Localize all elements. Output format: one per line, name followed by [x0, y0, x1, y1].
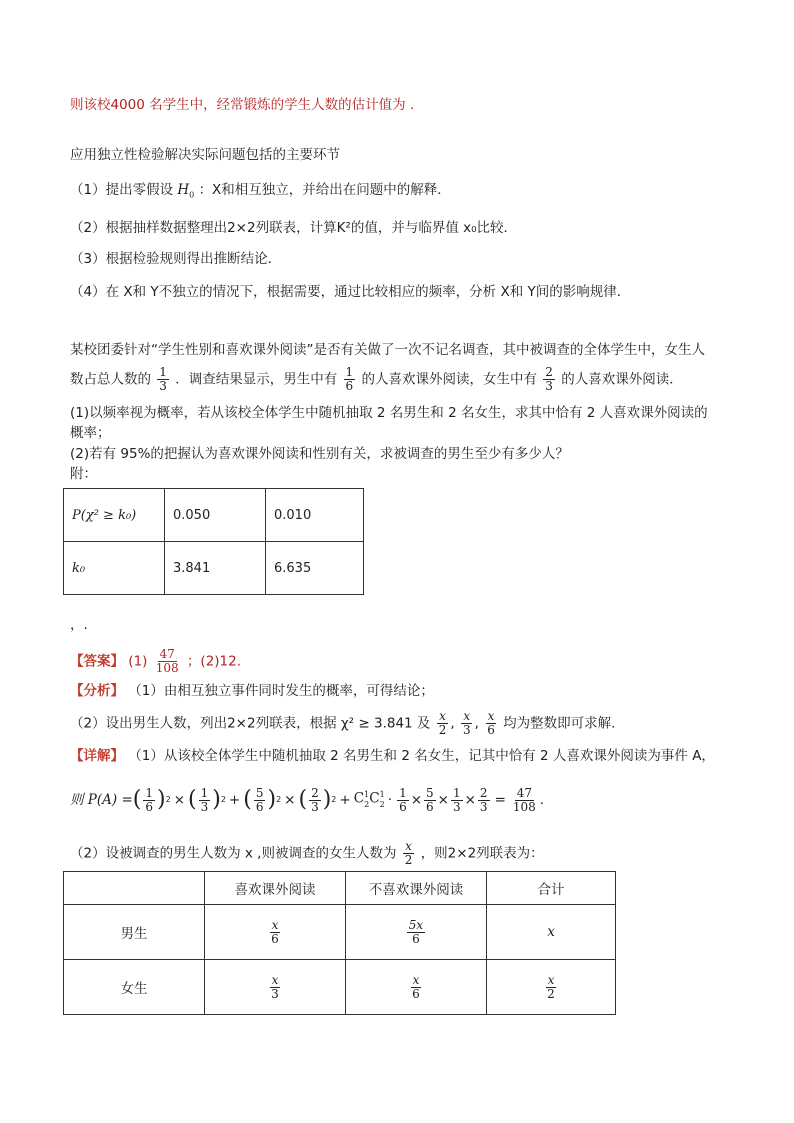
step-1-text-a: （1）提出零假设: [70, 182, 174, 198]
table-row: [64, 489, 364, 542]
answer-fraction: $\frac{47}{108}$: [155, 647, 179, 675]
problem-text-d: 的人喜欢课外阅读．: [561, 371, 683, 388]
row-label: 女生: [64, 960, 205, 1015]
table-cell: k₀: [64, 542, 165, 595]
table-header-cell: 合计: [487, 872, 616, 905]
question-1-line-2: 概率；: [70, 425, 111, 441]
step-4: （4）在 X和 Y不独立的情况下，根据需要，通过比较相应的频率，分析 X和 Y间的影响规律．: [70, 284, 631, 300]
section-title: 应用独立性检验解决实际问题包括的主要环节: [70, 147, 340, 163]
table-cell: 6.635: [266, 542, 364, 595]
step-1-text-b: ：X和相互独立，并给出在问题中的解释．: [198, 182, 451, 198]
fraction-one-third: $\frac{1}{3}$: [159, 365, 167, 393]
detail-text-3a: （2）设被调查的男生人数为 x ,则被调查的女生人数为: [70, 845, 397, 862]
answer-tag: 【答案】: [70, 653, 124, 670]
answer-part-1: (1): [128, 653, 148, 670]
detail-tag: 【详解】: [70, 748, 124, 764]
table-row: [64, 905, 616, 960]
table-cell: $\frac{x}{3}$: [205, 960, 346, 1015]
analysis-line-1: [70, 681, 434, 701]
table-cell: $\frac{x}{6}$: [205, 905, 346, 960]
step-1: [70, 180, 451, 206]
probability-formula: 则 P(A) = ( $\frac{1}{6}$ ) 2 × ( $\frac{1}{3}$ ) 2 + ( $\frac{5}{6}$ ) 2 × ( $\frac{2}{3}$ ) 2 + $C^1_2C^1_2$ · $\frac{1}{6}$ × $\frac{5}{6}$ × $\frac{1}{3}$ × $\frac{2}{3}$ = $\frac{47}{108}$ .: [70, 785, 545, 814]
table-cell: P(χ² ≥ k₀): [64, 489, 165, 542]
table-cell: 0.050: [165, 489, 266, 542]
detail-text-1: （1）从该校全体学生中随机抽取 2 名男生和 2 名女生，记其中恰有 2 人喜欢课外阅读为事件 A，: [128, 748, 715, 764]
formula-prefix: 则 P(A) =: [70, 792, 133, 808]
fraction-x-over-3: $\frac{x}{3}$: [462, 709, 471, 737]
table-header-cell: 喜欢课外阅读: [205, 872, 346, 905]
fraction-one-sixth: $\frac{1}{6}$: [345, 365, 354, 393]
analysis-line-2: （2）设出男生人数，列出2×2列联表，根据 χ² ≥ 3.841 及 $\frac{x}{2}$ , $\frac{x}{3}$ , $\frac{x}{6}$ 均为整数即可求解.: [70, 709, 616, 737]
table-cell: 3.841: [165, 542, 266, 595]
problem-text-c: 的人喜欢课外阅读，女生中有: [361, 371, 537, 388]
critical-value-table: [63, 488, 364, 595]
step-3: （3）根据检验规则得出推断结论．: [70, 251, 282, 267]
analysis-text-2a: （2）设出男生人数，列出2×2列联表，根据 χ² ≥ 3.841 及: [70, 715, 431, 732]
detail-text-3b: ，则2×2列联表为：: [420, 845, 544, 862]
analysis-tag: 【分析】: [70, 683, 124, 699]
table-header-cell: 不喜欢课外阅读: [346, 872, 487, 905]
table-cell: $\frac{x}{2}$: [487, 960, 616, 1015]
intro-line: 则该校4000 名学生中，经常锻炼的学生人数的估计值为 .: [70, 97, 415, 113]
detail-line-3: [70, 840, 544, 867]
fraction-two-thirds: $\frac{2}{3}$: [545, 365, 553, 393]
table-header-cell: [64, 872, 205, 905]
table-cell: x: [487, 905, 616, 960]
problem-text-a: 数占总人数的: [70, 371, 151, 388]
dots-line: ，.: [70, 617, 88, 633]
detail-line-1: [70, 746, 715, 766]
table-cell: $\frac{5x}{6}$: [346, 905, 487, 960]
appendix-label: 附：: [70, 466, 97, 482]
problem-text-b: ．调查结果显示，男生中有: [175, 371, 338, 388]
problem-line-2: [70, 366, 683, 393]
question-1-line-1: (1)以频率视为概率，若从该校全体学生中随机抽取 2 名男生和 2 名女生，求其中恰有 2 人喜欢课外阅读的: [70, 405, 708, 421]
step-2: （2）根据抽样数据整理出2×2列联表，计算K²的值，并与临界值 x₀比较．: [70, 220, 518, 236]
question-2: (2)若有 95%的把握认为喜欢课外阅读和性别有关，求被调查的男生至少有多少人？: [70, 446, 569, 462]
table-cell: $\frac{x}{6}$: [346, 960, 487, 1015]
analysis-text-2b: 均为整数即可求解.: [503, 715, 616, 732]
problem-line-1: 某校团委针对“学生性别和喜欢课外阅读”是否有关做了一次不记名调查，其中被调查的全体学生中，女生人: [70, 342, 705, 358]
fraction-x-over-6: $\frac{x}{6}$: [487, 709, 495, 737]
table-row: [64, 542, 364, 595]
analysis-text-1: （1）由相互独立事件同时发生的概率，可得结论；: [128, 683, 434, 699]
answer-line: [70, 648, 241, 675]
table-header-row: [64, 872, 616, 905]
contingency-table: [63, 871, 616, 1015]
fraction-x-over-2-detail: $\frac{x}{2}$: [404, 839, 413, 867]
row-label: 男生: [64, 905, 205, 960]
answer-part-2: ；(2)12.: [186, 653, 242, 670]
table-cell: 0.010: [266, 489, 364, 542]
table-row: [64, 960, 616, 1015]
h0-symbol: $H_0$: [177, 182, 195, 200]
fraction-x-over-2: $\frac{x}{2}$: [438, 709, 447, 737]
